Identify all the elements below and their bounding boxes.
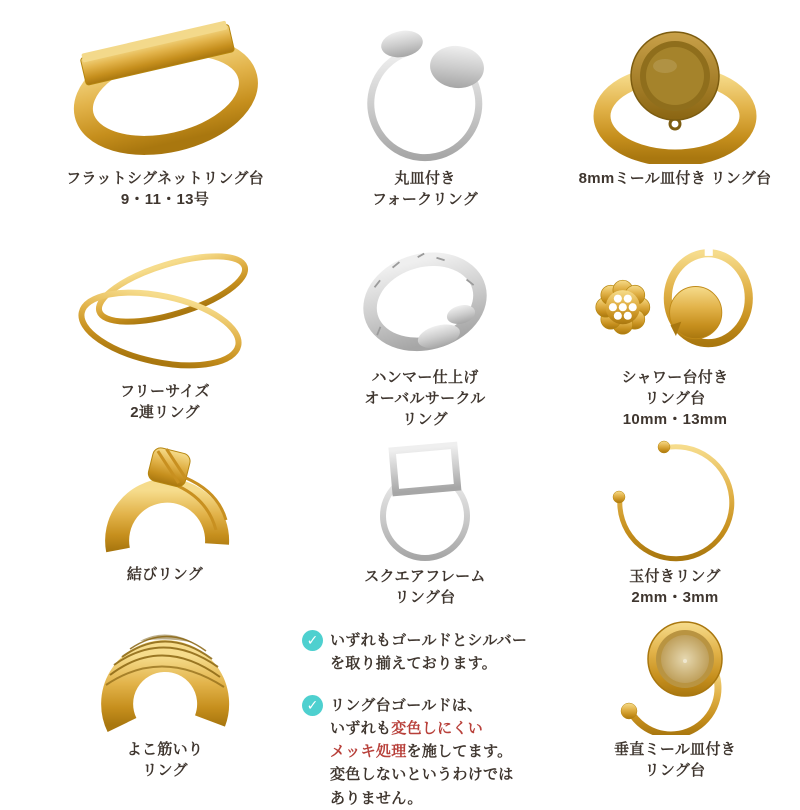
note-text-segment: いずれもゴールドとシルバー: [330, 632, 528, 649]
product-image-ball-ring: [580, 438, 770, 562]
check-icon: ✓: [302, 630, 323, 651]
product-card-flat-signet: [0, 0, 300, 215]
note-text-segment: ありません。: [330, 789, 423, 807]
notes-block: [300, 615, 550, 807]
note-text: [330, 629, 527, 676]
product-image-square-frame-ring: [335, 438, 515, 562]
product-card-free-size-double: [0, 215, 300, 430]
note-text-segment: リング台ゴールドは、: [330, 696, 483, 714]
product-image-flat-signet-ring: [50, 14, 280, 164]
product-card-knot-ring: [0, 430, 300, 615]
product-card-mill-8mm: [550, 0, 800, 215]
product-image-fork-ring: [345, 14, 505, 164]
product-label: よこ筋いり リング: [126, 741, 204, 779]
note-text-segment: を施してます。: [406, 743, 513, 760]
product-label: フラットシグネットリング台 9・11・13号: [66, 170, 264, 208]
product-label: 垂直ミール皿付き リング台: [613, 741, 737, 779]
note-text-segment: を取り揃えております。: [330, 655, 498, 673]
product-card-fork-ring: [300, 0, 550, 215]
note-text-highlight: メッキ処理: [330, 743, 407, 760]
product-label: フリーサイズ 2連リング: [119, 383, 210, 421]
product-label: 玉付きリング 2mm・3mm: [629, 568, 721, 606]
note-text-segment: 変色しないというわけでは: [330, 766, 514, 784]
product-card-shower-stand: [550, 215, 800, 430]
product-image-vertical-mill-ring: [585, 617, 765, 735]
note-text: [330, 694, 514, 810]
note-text-segment: いずれも: [330, 719, 392, 737]
note-text-highlight: 変色しにくい: [391, 719, 484, 737]
product-image-hammered-oval-ring: [330, 237, 520, 363]
product-card-ball-ring: [550, 430, 800, 615]
product-image-striped-ring: [70, 617, 260, 735]
product-label: シャワー台付き リング台 10mm・13mm: [621, 369, 729, 428]
product-label: スクエアフレーム リング台: [364, 568, 486, 606]
product-image-knot-ring: [70, 438, 260, 560]
note-item: [302, 629, 527, 676]
product-label: 8mmミール皿付き リング台: [578, 170, 772, 187]
product-card-hammered-oval: [300, 215, 550, 430]
note-item: [302, 694, 514, 810]
product-card-square-frame: [300, 430, 550, 615]
product-card-yoko-suji: [0, 615, 300, 800]
check-icon: ✓: [302, 695, 323, 716]
product-label: 丸皿付き フォークリング: [371, 170, 479, 208]
product-card-vertical-mill: [550, 615, 800, 800]
product-image-mill-plate-ring: [575, 14, 775, 164]
product-label: ハンマー仕上げ オーバルサークル リング: [364, 369, 486, 428]
product-label: 結びリング: [126, 566, 204, 583]
product-image-double-ring: [60, 237, 270, 377]
product-image-shower-plate-ring: [570, 237, 780, 363]
